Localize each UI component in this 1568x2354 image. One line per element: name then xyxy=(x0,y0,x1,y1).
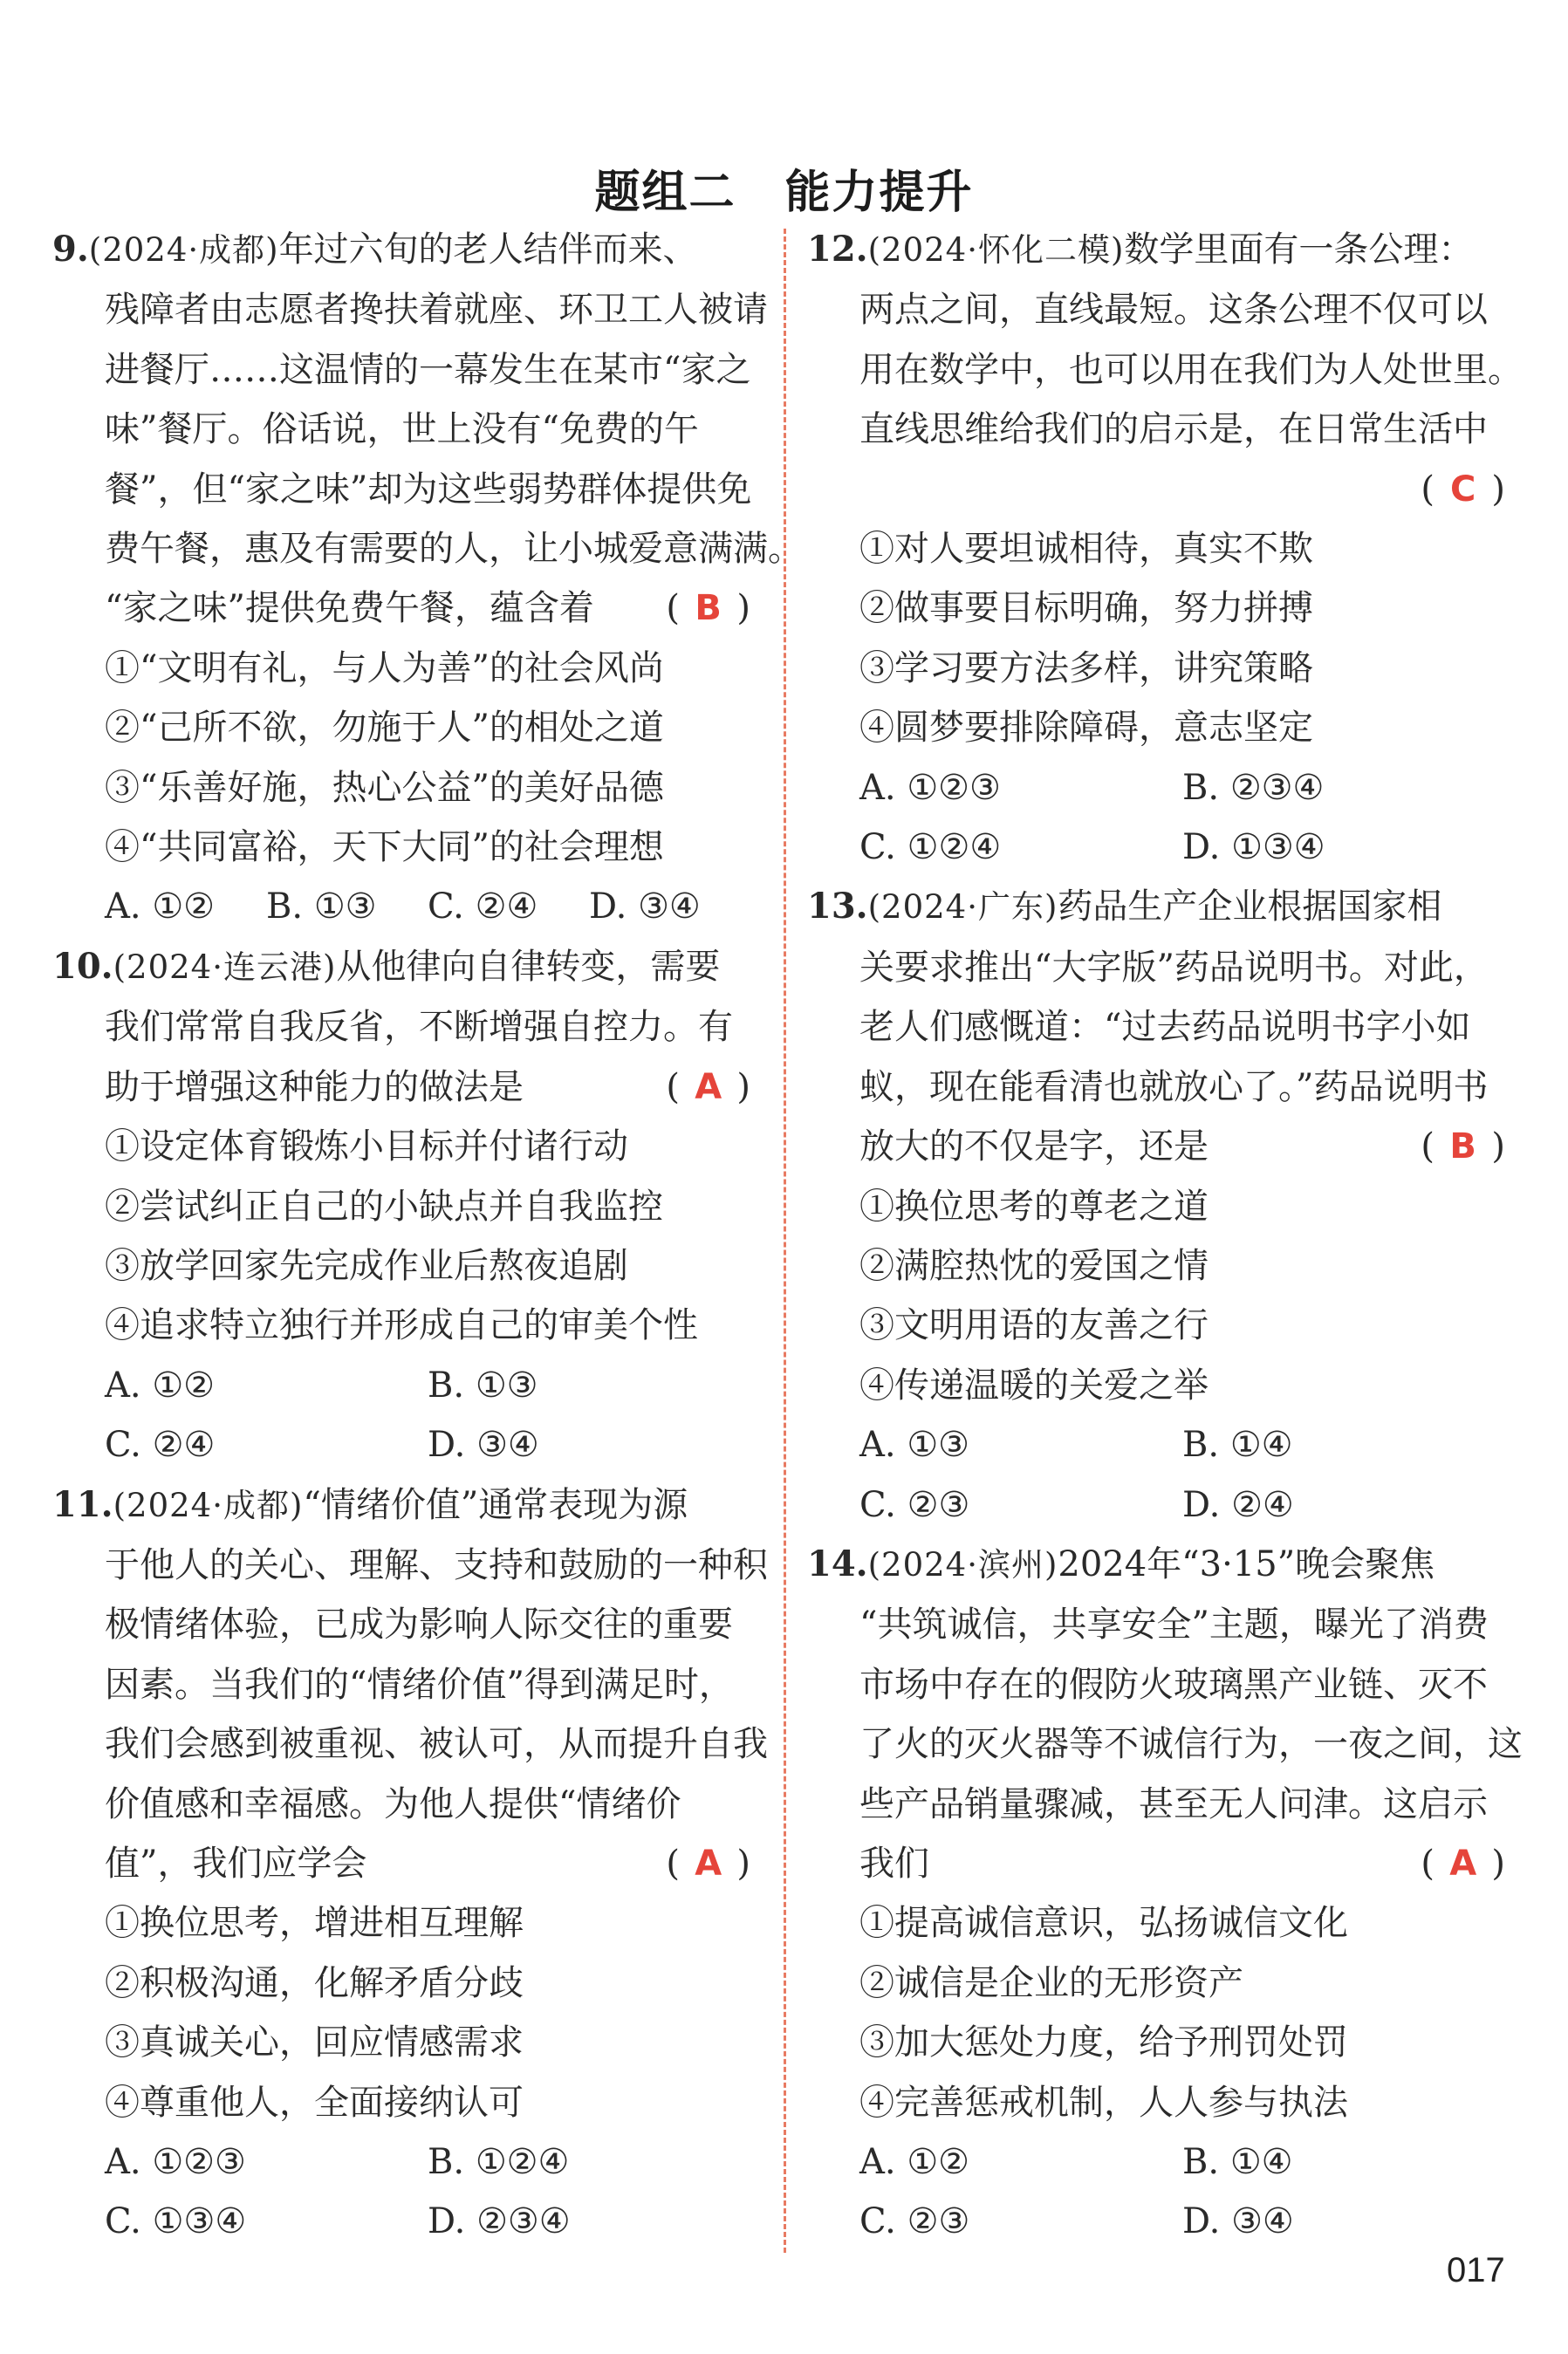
options-row xyxy=(52,877,750,936)
page-number: 017 xyxy=(1447,2251,1505,2289)
answer-bracket: ( B ) xyxy=(1421,1117,1505,1176)
option-b: B. ②③④ xyxy=(1182,767,1325,808)
statement: ②诚信是企业的无形资产 xyxy=(859,1962,1243,2003)
stem-line: 味”餐厅。俗话说，世上没有“免费的午 xyxy=(105,409,699,450)
statement: ①换位思考，增进相互理解 xyxy=(105,1903,524,1944)
options-row xyxy=(52,2132,750,2192)
answer-letter: C xyxy=(1449,469,1476,510)
stem-line: 放大的不仅是字，还是 xyxy=(859,1126,1209,1167)
stem-line: 老人们感慨道：“过去药品说明书字小如 xyxy=(859,1007,1471,1048)
option-d: D. ②③④ xyxy=(428,2201,571,2242)
stem-line: 我们 xyxy=(859,1843,929,1884)
statement: ③加大惩处力度，给予刑罚处罚 xyxy=(859,2022,1348,2063)
option-d: D. ③④ xyxy=(428,1425,539,1466)
statement: ①“文明有礼，与人为善”的社会风尚 xyxy=(105,647,664,688)
option-a: A. ①③ xyxy=(859,1425,970,1466)
stem-line: 极情绪体验，已成为影响人际交往的重要 xyxy=(105,1605,733,1646)
question-10 xyxy=(52,937,750,1475)
statement: ③学习要方法多样，讲究策略 xyxy=(859,647,1313,688)
statement: ②积极沟通，化解矛盾分歧 xyxy=(105,1962,524,2003)
stem-line: 值”，我们应学会 xyxy=(105,1843,367,1884)
statement: ④追求特立独行并形成自己的审美个性 xyxy=(105,1305,698,1346)
option-b: B. ①②④ xyxy=(428,2142,570,2182)
question-number: 13. xyxy=(807,886,868,927)
option-c: C. ②③ xyxy=(859,2201,970,2242)
question-number: 11. xyxy=(52,1483,113,1525)
options-row xyxy=(52,1356,750,1415)
question-12 xyxy=(807,220,1523,877)
question-source: (2024·成都) xyxy=(113,1486,304,1524)
stem-line: 残障者由志愿者搀扶着就座、环卫工人被请 xyxy=(105,290,768,331)
statement: ①换位思考的尊老之道 xyxy=(859,1186,1209,1227)
right-column xyxy=(807,220,1523,2252)
statement: ③文明用语的友善之行 xyxy=(859,1305,1209,1346)
question-source: (2024·成都) xyxy=(88,231,279,269)
option-b: B. ①③ xyxy=(266,886,377,927)
answer-letter: A xyxy=(695,1066,722,1107)
answer-letter: B xyxy=(1449,1126,1476,1167)
options-row xyxy=(807,1415,1505,1475)
options-row xyxy=(52,1415,750,1475)
statement: ④尊重他人，全面接纳认可 xyxy=(105,2082,524,2123)
options-row xyxy=(807,818,1505,877)
option-a: A. ①② xyxy=(105,1365,216,1406)
answer-bracket: ( B ) xyxy=(666,578,750,638)
answer-letter: A xyxy=(1449,1843,1477,1884)
option-d: D. ③④ xyxy=(1182,2201,1294,2242)
answer-bracket: ( A ) xyxy=(666,1834,750,1893)
option-c: C. ②④ xyxy=(428,886,538,927)
question-13 xyxy=(807,877,1505,1534)
options-row xyxy=(807,1475,1505,1535)
question-source: (2024·广东) xyxy=(867,888,1058,927)
option-c: C. ①③④ xyxy=(105,2201,247,2242)
section-title-part1: 题组二 xyxy=(594,167,736,219)
question-9 xyxy=(52,220,803,937)
stem-line: 直线思维给我们的启示是，在日常生活中 xyxy=(859,409,1488,450)
option-d: D. ③④ xyxy=(589,886,701,927)
answer-letter: A xyxy=(695,1843,722,1884)
stem-line: 从他律向自律转变，需要 xyxy=(336,946,721,987)
question-number: 14. xyxy=(807,1543,868,1584)
stem-line: 我们会感到被重视、被认可，从而提升自我 xyxy=(105,1724,768,1765)
options-row xyxy=(807,2132,1505,2192)
option-d: D. ①③④ xyxy=(1182,827,1325,868)
option-b: B. ①④ xyxy=(1182,2142,1293,2182)
statement: ③“乐善好施，热心公益”的美好品德 xyxy=(105,767,664,808)
stem-line: 因素。当我们的“情绪价值”得到满足时， xyxy=(105,1664,734,1705)
stem-line: 助于增强这种能力的做法是 xyxy=(105,1066,524,1107)
stem-line: 餐”，但“家之味”却为这些弱势群体提供免 xyxy=(105,469,752,510)
statement: ③真诚关心，回应情感需求 xyxy=(105,2022,524,2063)
stem-line: “共筑诚信，共享安全”主题，曝光了消费 xyxy=(859,1605,1489,1646)
option-c: C. ②③ xyxy=(859,1484,970,1525)
question-source: (2024·滨州) xyxy=(867,1545,1058,1584)
stem-line: 我们常常自我反省，不断增强自控力。有 xyxy=(105,1007,733,1048)
question-source: (2024·连云港) xyxy=(113,948,337,986)
stem-line: 进餐厅……这温情的一幕发生在某市“家之 xyxy=(105,349,751,390)
statement: ④圆梦要排除障碍，意志坚定 xyxy=(859,708,1313,749)
statement: ②满腔热忱的爱国之情 xyxy=(859,1245,1209,1286)
option-a: A. ①②③ xyxy=(105,2142,246,2182)
stem-line: 了火的灭火器等不诚信行为，一夜之间，这 xyxy=(859,1724,1523,1765)
options-row xyxy=(52,2192,750,2251)
statement: ②尝试纠正自己的小缺点并自我监控 xyxy=(105,1186,663,1227)
statement: ①提高诚信意识，弘扬诚信文化 xyxy=(859,1903,1348,1944)
stem-line: 些产品销量骤减，甚至无人问津。这启示 xyxy=(859,1783,1488,1824)
option-b: B. ①④ xyxy=(1182,1425,1293,1466)
options-row xyxy=(807,2192,1505,2251)
options-row xyxy=(807,758,1505,818)
option-d: D. ②④ xyxy=(1182,1484,1294,1525)
section-title xyxy=(0,155,1568,221)
stem-line: 2024年“3·15”晚会聚焦 xyxy=(1058,1543,1435,1584)
stem-line: 于他人的关心、理解、支持和鼓励的一种积 xyxy=(105,1544,768,1585)
stem-line: 年过六旬的老人结伴而来、 xyxy=(278,229,698,270)
statement: ④“共同富裕，天下大同”的社会理想 xyxy=(105,827,664,868)
answer-bracket: ( A ) xyxy=(1421,1834,1505,1893)
stem-line: 关要求推出“大字版”药品说明书。对此， xyxy=(859,947,1489,988)
section-title-part2: 能力提升 xyxy=(784,167,974,219)
stem-line: “情绪价值”通常表现为源 xyxy=(303,1484,688,1525)
question-14 xyxy=(807,1535,1523,2252)
statement: ②做事要目标明确，努力拼搏 xyxy=(859,588,1313,629)
stem-line: 数学里面有一条公理： xyxy=(1124,229,1474,270)
stem-line: 用在数学中，也可以用在我们为人处世里。 xyxy=(859,349,1523,390)
left-column xyxy=(52,220,803,2252)
stem-line: “家之味”提供免费午餐，蕴含着 xyxy=(105,588,594,629)
option-a: A. ①② xyxy=(859,2142,970,2182)
stem-line: 药品生产企业根据国家相 xyxy=(1058,886,1442,927)
question-source: (2024·怀化二模) xyxy=(867,231,1125,269)
statement: ①设定体育锻炼小目标并付诸行动 xyxy=(105,1126,628,1167)
stem-line: 两点之间，直线最短。这条公理不仅可以 xyxy=(859,290,1488,331)
stem-line: 费午餐，惠及有需要的人，让小城爱意满满。 xyxy=(105,529,803,570)
answer-bracket: ( A ) xyxy=(666,1057,750,1117)
statement: ③放学回家先完成作业后熬夜追剧 xyxy=(105,1245,628,1286)
question-11 xyxy=(52,1475,768,2252)
stem-line: 价值感和幸福感。为他人提供“情绪价 xyxy=(105,1783,681,1824)
statement: ④完善惩戒机制，人人参与执法 xyxy=(859,2082,1348,2123)
statement: ④传递温暖的关爱之举 xyxy=(859,1365,1209,1406)
option-c: C. ①②④ xyxy=(859,827,1002,868)
answer-bracket: ( C ) xyxy=(1421,460,1505,519)
statement: ②“己所不欲，勿施于人”的相处之道 xyxy=(105,708,664,749)
question-number: 10. xyxy=(52,945,113,987)
option-c: C. ②④ xyxy=(105,1425,216,1466)
stem-line: 市场中存在的假防火玻璃黑产业链、灭不 xyxy=(859,1664,1488,1705)
option-a: A. ①② xyxy=(105,886,216,927)
statement: ①对人要坦诚相待，真实不欺 xyxy=(859,529,1313,570)
stem-line: 蚁，现在能看清也就放心了。”药品说明书 xyxy=(859,1066,1489,1107)
answer-letter: B xyxy=(695,588,722,629)
question-number: 9. xyxy=(52,229,89,270)
option-b: B. ①③ xyxy=(428,1365,538,1406)
question-number: 12. xyxy=(807,229,868,270)
option-a: A. ①②③ xyxy=(859,767,1001,808)
